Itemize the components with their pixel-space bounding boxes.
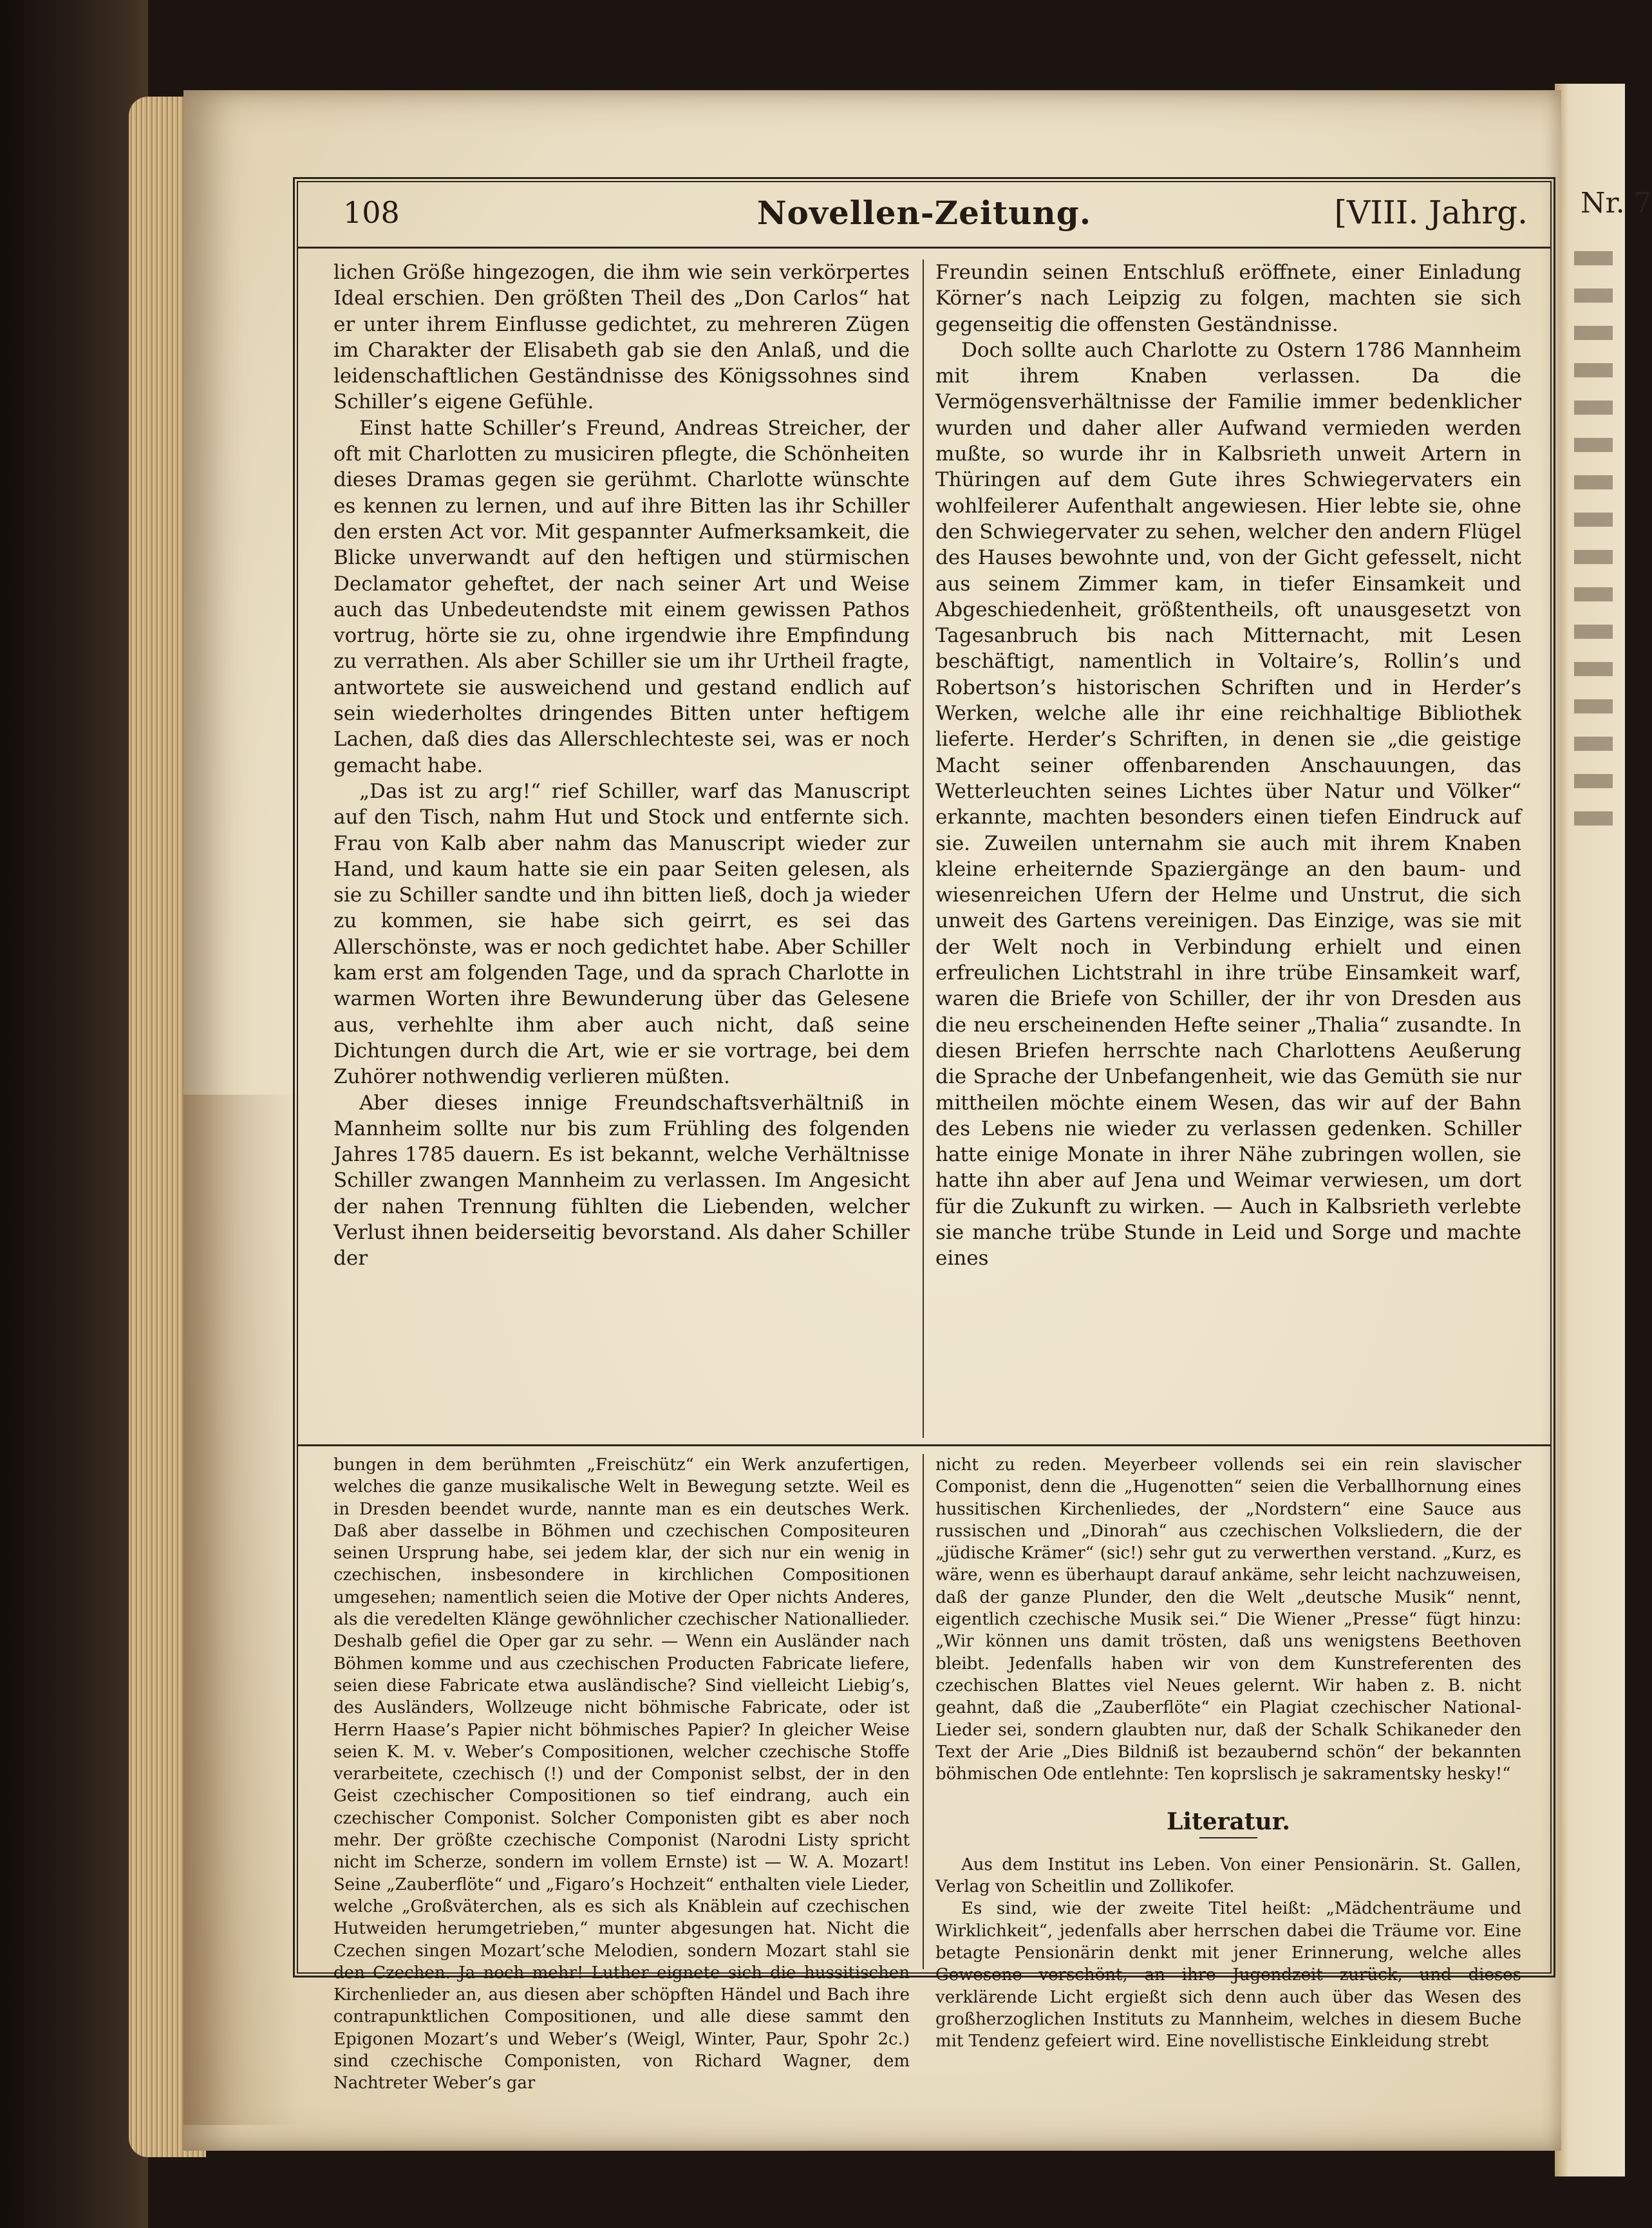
column-divider (923, 260, 924, 1438)
paragraph: Doch sollte auch Charlotte zu Ostern 1786 Mannheim mit ihrem Knaben verlassen. Da die Vermögensverhältnisse der Familie immer bedenklicher wurden und daher aller Aufwand vermieden werden mußte, so wurde ihr in Kalbsrieth unweit Artern in Thüringen auf dem Gute ihres Schwiegervaters ein wohlfeilerer Aufenthalt angewiesen. Hier lebte sie, ohne den Schwiegervater zu sehen, welcher den andern Flügel des Hauses bewohnte und, von der Gicht gefesselt, nicht aus seinem Zimmer kam, in tiefer Einsamkeit und Abgeschiedenheit, größtentheils, oft unausgesetzt von Tagesanbruch bis nach Mitternacht, mit Lesen beschäftigt, namentlich in Voltaire’s, Rollin’s und Robertson’s historischen Schriften und in Herder’s Werken, welche alle ihr eine reichhaltige Bibliothek lieferte. Herder’s Schriften, in denen sie „die geistige Macht seiner offenbarenden Anschauungen, das Wetterleuchten seines Lichtes über Natur und Völker“ erkannte, machten besonders einen tiefen Eindruck auf sie. Zuweilen unternahm sie auch mit ihrem Knaben kleine erheiternde Spaziergänge an den baum- und wiesenreichen Ufern der Helme und Unstrut, die sich unweit des Gartens vereinigen. Das Einzige, was sie mit der Welt noch in Verbindung erhielt und einen erfreulichen Lichtstrahl in ihre trübe Einsamkeit warf, waren die Briefe von Schiller, der ihr von Dresden aus die neu erscheinenden Hefte seiner „Thalia“ zusandte. In diesen Briefen herrschte nach Charlottens Aeußerung die Sprache der Unbefangenheit, wie das Gemüth sie nur mittheilen möchte einem Wesen, das wir auf der Bahn des Lebens nie wieder zu verlassen gedenken. Schiller hatte einige Monate in ihrer Nähe zubringen wollen, sie hatte ihn aber auf Jena und Weimar verwiesen, um dort für die Zukunft zu wirken. — Auch in Kalbsrieth verlebte sie manche trübe Stunde in Leid und Sorge und machte eines (935, 338, 1521, 1270)
paragraph: Aber dieses innige Freundschaftsverhältniß in Mannheim sollte nur bis zum Frühling des folgenden Jahres 1785 dauern. Es ist bekannt, welche Verhältnisse Schiller zwangen Mannheim zu verlassen. Im Angesicht der nahen Trennung fühlten die Liebenden, welcher Verlust ihnen beiderseitig bevorstand. Als daher Schiller der (333, 1091, 910, 1270)
top-left-column (333, 260, 910, 1272)
running-header (298, 182, 1550, 249)
paragraph: bungen in dem berühmten „Freischütz“ ein Werk anzufertigen, welches die ganze musikalische Welt in Bewegung setzte. Weil es in Dresden beendet wurde, nannte man es ein deutsches Werk. Daß aber dasselbe in Böhmen und czechischen Compositeuren seinen Ursprung habe, sei jedem klar, der sich nur ein wenig in czechischen, insbesondere in kirchlichen Compositionen umgesehen; namentlich seien die Motive der Oper nichts Anderes, als die veredelten Klänge gewöhnlicher czechischer Nationallieder. Deshalb gefiel die Oper gar zu sehr. — Wenn ein Ausländer nach Böhmen komme und aus czechischen Producten Fabricate liefere, seien diese Fabricate etwa ausländische? Sind vielleicht Liebig’s, des Ausländers, Wollzeuge nicht böhmische Fabricate, oder ist Herrn Haase’s Papier nicht böhmisches Papier? In gleicher Weise seien K. M. v. Weber’s Compositionen, welcher czechische Stoffe verarbeitete, czechisch (!) und der Componist selbst, der in den Geist czechischer Compositionen so tief eindrang, auch ein czechischer Componist. Solcher Componisten gibt es aber noch mehr. Der größte czechische Componist (Narodni Listy spricht nicht im Scherze, sondern im vollem Ernste) ist — W. A. Mozart! Seine „Zauberflöte“ und „Figaro’s Hochzeit“ enthalten viele Lieder, welche „Großväterchen, als es sich als Knäblein auf czechischen Hutweiden herumgetrieben,“ munter abgesungen hat. Nicht die Czechen singen Mozart’sche Melodien, sondern Mozart stahl sie den Czechen. Ja noch mehr! Luther eignete sich die hussitischen Kirchenlieder an, aus diesen aber schöpften Händel und Bach ihre contrapunktlichen Compositionen, und alle diese sammt den Epigonen Mozart’s und Weber’s (Weigl, Winter, Paur, Spohr 2c.) sind czechische Componisten, von Richard Wagner, dem Nachtreter Weber’s gar (333, 1455, 910, 2093)
section-title: Literatur. (1167, 1808, 1290, 1836)
print-frame (293, 177, 1555, 2093)
print-frame-inner (297, 181, 1552, 2093)
paragraph: Freundin seinen Entschluß eröffnete, einer Einladung Körner’s nach Leipzig zu folgen, machten sie sich gegenseitig die offensten Geständnisse. (935, 261, 1521, 336)
page-number: 108 (343, 195, 400, 230)
paragraph: Es sind, wie der zweite Titel heißt: „Mädchenträume und Wirklichkeit“, jedenfalls aber herrschen dabei die Träume vor. Eine betagte Pensionärin denkt mit jener Erinnerung, welche alles Gewesene verschönt, an ihre Jugendzeit zurück, und dieses verklärende Licht ergießt sich denn auch über das Wesen des großherzoglichen Instituts zu Mannheim, welches in diesem Buche mit Tendenz gefeiert wird. Eine novellistische Einkleidung strebt (935, 1899, 1521, 2052)
volume-label: [VIII. Jahrg. (1334, 194, 1528, 231)
bottom-right-column (935, 1454, 1521, 2052)
section-separator (298, 1444, 1550, 1446)
facing-page-text-lines (1574, 251, 1651, 849)
book-binding (0, 0, 148, 2228)
facing-page (1555, 84, 1652, 2176)
paragraph: lichen Größe hingezogen, die ihm wie sein verkörpertes Ideal erschien. Den größten Theil des „Don Carlos“ hat er unter ihrem Einflusse gedichtet, zu mehreren Zügen im Charakter der Elisabeth gab sie den Anlaß, und die leidenschaftlichen Geständnisse des Königssohnes sind Schiller’s eigene Gefühle. (333, 261, 910, 414)
paragraph: „Das ist zu arg!“ rief Schiller, warf das Manuscript auf den Tisch, nahm Hut und Stock und entfernte sich. Frau von Kalb aber nahm das Manuscript wieder zur Hand, und kaum hatte sie ein paar Seiten gelesen, als sie zu Schiller sandte und ihn bitten ließ, doch ja wieder zu kommen, sie habe sich geirrt, es sei das Allerschönste, was er noch gedichtet habe. Aber Schiller kam erst am folgenden Tage, und da sprach Charlotte in warmen Worten ihre Bewunderung über das Gelesene aus, verhehlte ihm aber auch nicht, daß seine Dichtungen durch die Art, wie er sie vortrage, bei dem Zuhörer nothwendig verlieren müßten. (333, 779, 910, 1089)
book-citation: Aus dem Institut ins Leben. Von einer Pensionärin. St. Gallen, Verlag von Scheitlin und Zollikofer. (935, 1855, 1521, 1897)
paragraph: Einst hatte Schiller’s Freund, Andreas Streicher, der oft mit Charlotten zu musiciren pflegte, die Schönheiten dieses Dramas gegen sie gerühmt. Charlotte wünschte es kennen zu lernen, und auf ihre Bitten las ihr Schiller den ersten Act vor. Mit gespannter Aufmerksamkeit, die Blicke unverwandt auf den heftigen und stürmischen Declamator geheftet, der nach seiner Art und Weise auch das Unbedeutendste mit einem gewissen Pathos vortrug, hörte sie zu, ohne irgendwie ihre Empfindung zu verrathen. Als aber Schiller sie um ihr Urtheil fragte, antwortete sie ausweichend und gestand endlich auf sein wiederholtes dringendes Bitten unter heftigem Lachen, daß dies das Allerschlechteste sei, was er noch gemacht habe. (333, 416, 910, 777)
title-rule (1199, 1837, 1257, 1838)
bottom-left-column (333, 1454, 910, 2095)
page-stain (183, 1095, 299, 2125)
paragraph: nicht zu reden. Meyerbeer vollends sei ein rein slavischer Componist, denn die „Hugenotten“ seien die Verballhornung eines hussitischen Kirchenliedes, der „Nordstern“ eine Sauce aus russischen und „Dinorah“ aus czechischen Volksliedern, die der „jüdische Krämer“ (sic!) sehr gut zu verwerthen verstand. „Kurz, es wäre, wenn es überhaupt darauf ankäme, sehr leicht nachzuweisen, daß der ganze Plunder, den die Welt „deutsche Musik“ nennt, eigentlich czechische Musik sei.“ Die Wiener „Presse“ fügt hinzu: „Wir können uns damit trösten, daß uns wenigstens Beethoven bleibt. Jedenfalls haben wir von dem Kunstreferenten des czechischen Blattes viel Neues gelernt. Wir haben z. B. nicht geahnt, daß die „Zauberflöte“ ein Plagiat czechischer National-Lieder sei, sondern glaubten nur, daß der Schalk Schikaneder den Text der Arie „Dies Bildniß ist bezaubernd schön“ der bekannten böhmischen Ode entlehnte: Ten koprslisch je sakramentsky hesky!“ (935, 1455, 1521, 1784)
facing-page-header: Nr. 7 (1581, 187, 1652, 220)
column-divider (923, 1454, 924, 1969)
top-right-column (935, 260, 1521, 1272)
journal-title: Novellen-Zeitung. (756, 194, 1092, 232)
